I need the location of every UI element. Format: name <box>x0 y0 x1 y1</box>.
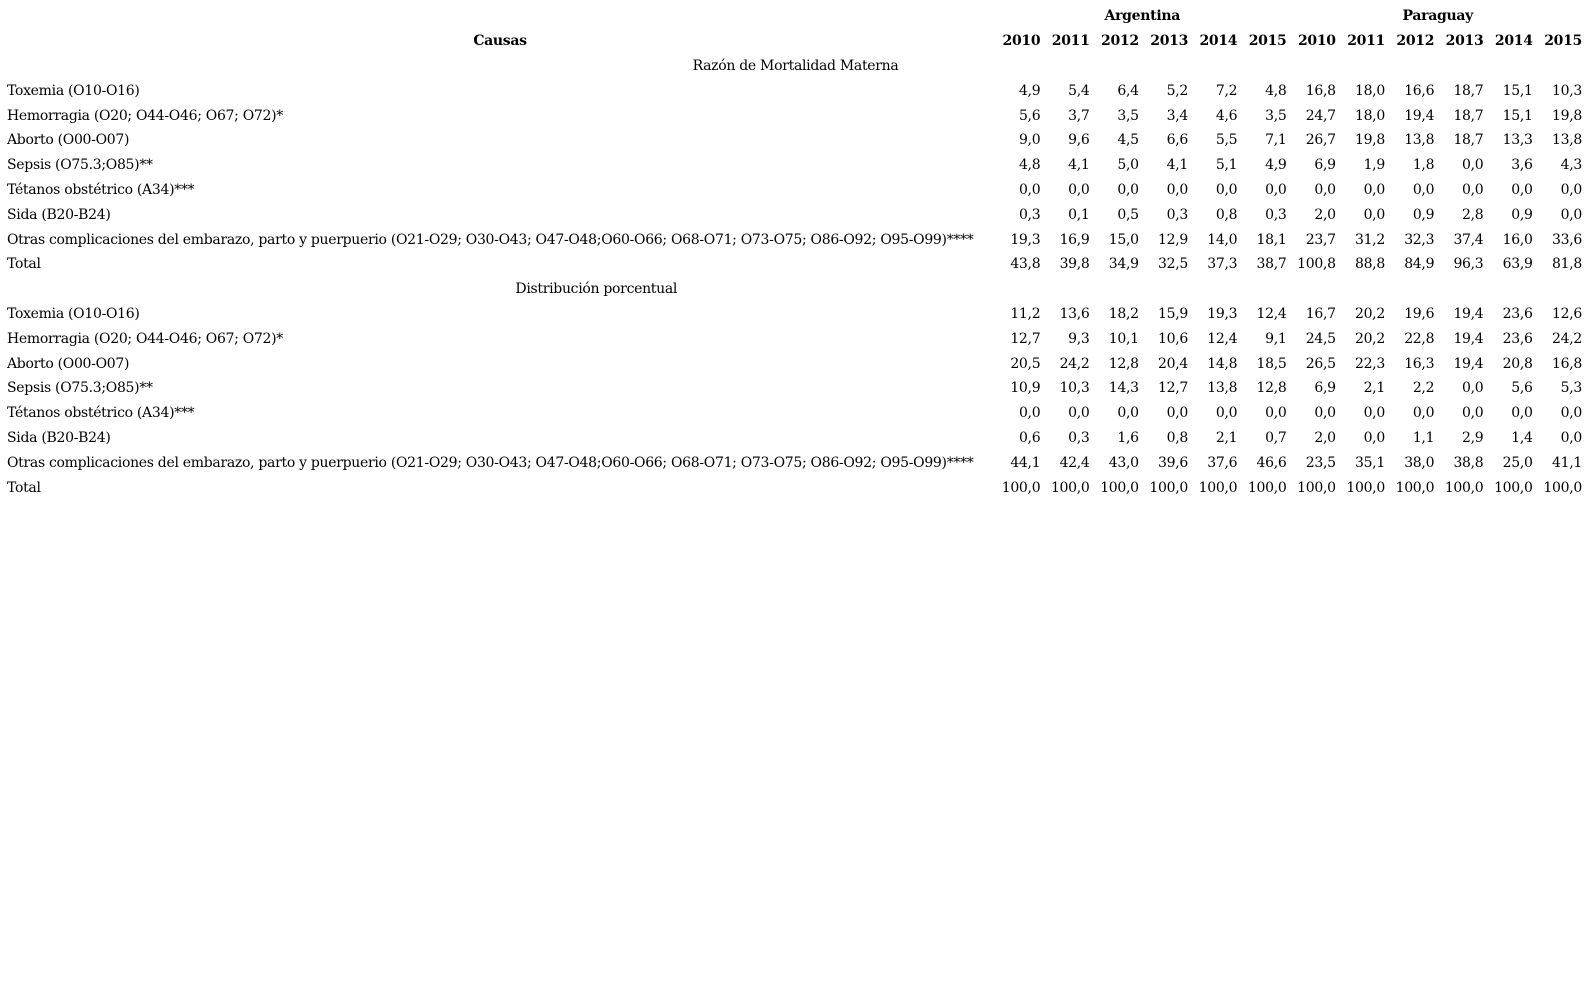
cause-label: Sepsis (O75.3;O85)** <box>7 157 153 174</box>
value-cell: 18,7 <box>1453 132 1484 149</box>
table-row <box>4 475 1584 500</box>
value-cell: 31,2 <box>1354 231 1385 248</box>
year-header: 2013 <box>1150 33 1189 50</box>
value-cell: 96,3 <box>1453 256 1484 273</box>
value-cell: 100,0 <box>1395 479 1435 496</box>
value-cell: 5,6 <box>1511 380 1533 397</box>
value-cell: 3,5 <box>1265 107 1287 124</box>
value-cell: 43,8 <box>1010 256 1041 273</box>
value-cell: 16,8 <box>1305 82 1336 99</box>
value-cell: 22,3 <box>1354 355 1385 372</box>
value-cell: 0,0 <box>1363 206 1385 223</box>
value-cell: 1,9 <box>1363 157 1385 174</box>
value-cell: 0,0 <box>1117 181 1139 198</box>
value-cell: 16,0 <box>1502 231 1533 248</box>
value-cell: 2,2 <box>1412 380 1435 397</box>
value-cell: 12,4 <box>1207 330 1238 347</box>
value-cell: 19,4 <box>1453 305 1484 322</box>
value-cell: 1,1 <box>1412 429 1435 446</box>
value-cell: 32,3 <box>1404 231 1435 248</box>
year-header: 2015 <box>1544 33 1582 50</box>
value-cell: 100,0 <box>1346 479 1385 496</box>
value-cell: 16,9 <box>1059 231 1090 248</box>
value-cell: 0,0 <box>1363 405 1385 422</box>
value-cell: 7,2 <box>1215 82 1238 99</box>
value-cell: 10,1 <box>1108 330 1139 347</box>
value-cell: 18,2 <box>1108 305 1139 322</box>
year-header: 2013 <box>1445 33 1484 50</box>
mortality-table-container <box>4 4 1584 500</box>
value-cell: 32,5 <box>1158 256 1189 273</box>
value-cell: 46,6 <box>1256 454 1287 471</box>
value-cell: 0,1 <box>1068 206 1090 223</box>
value-cell: 0,8 <box>1166 429 1189 446</box>
value-cell: 14,0 <box>1207 231 1238 248</box>
value-cell: 11,2 <box>1010 305 1041 322</box>
year-header: 2014 <box>1494 33 1533 50</box>
value-cell: 2,0 <box>1314 429 1336 446</box>
cause-label: Toxemia (O10-O16) <box>7 305 140 322</box>
value-cell: 4,8 <box>1018 157 1041 174</box>
value-cell: 3,5 <box>1117 107 1139 124</box>
table-body <box>4 54 1584 500</box>
table-header <box>4 4 1584 54</box>
value-cell: 0,0 <box>1560 206 1582 223</box>
value-cell: 5,5 <box>1215 132 1238 149</box>
cause-label: Sida (B20-B24) <box>7 206 111 223</box>
value-cell: 100,0 <box>1247 479 1287 496</box>
value-cell: 0,0 <box>1462 405 1484 422</box>
value-cell: 39,8 <box>1059 256 1090 273</box>
value-cell: 14,3 <box>1108 380 1139 397</box>
value-cell: 38,8 <box>1453 454 1484 471</box>
value-cell: 23,7 <box>1305 231 1336 248</box>
value-cell: 12,8 <box>1108 355 1139 372</box>
value-cell: 4,9 <box>1265 157 1287 174</box>
year-header: 2010 <box>1002 33 1041 50</box>
value-cell: 0,3 <box>1265 206 1287 223</box>
value-cell: 6,9 <box>1314 380 1336 397</box>
table-row <box>4 178 1584 203</box>
section-title: Distribución porcentual <box>515 281 678 298</box>
value-cell: 4,6 <box>1215 107 1238 124</box>
value-cell: 5,3 <box>1560 380 1582 397</box>
value-cell: 26,5 <box>1305 355 1336 372</box>
value-cell: 18,0 <box>1354 82 1385 99</box>
value-cell: 18,1 <box>1256 231 1287 248</box>
country-header-row <box>4 4 1584 29</box>
value-cell: 38,7 <box>1256 256 1287 273</box>
cause-label: Aborto (O00-O07) <box>7 132 130 149</box>
value-cell: 4,1 <box>1068 157 1090 174</box>
value-cell: 19,4 <box>1404 107 1435 124</box>
value-cell: 2,0 <box>1314 206 1336 223</box>
value-cell: 33,6 <box>1552 231 1582 248</box>
value-cell: 12,6 <box>1552 305 1582 322</box>
section-title-filler <box>993 277 1584 302</box>
value-cell: 10,9 <box>1010 380 1041 397</box>
value-cell: 100,0 <box>1100 479 1139 496</box>
value-cell: 6,9 <box>1314 157 1336 174</box>
value-cell: 34,9 <box>1108 256 1139 273</box>
value-cell: 100,0 <box>1494 479 1533 496</box>
value-cell: 0,7 <box>1265 429 1287 446</box>
value-cell: 13,8 <box>1404 132 1435 149</box>
value-cell: 6,4 <box>1117 82 1139 99</box>
table-row <box>4 302 1584 327</box>
section-title-row <box>4 277 1584 302</box>
year-header: 2010 <box>1297 33 1336 50</box>
value-cell: 24,7 <box>1305 107 1336 124</box>
value-cell: 0,0 <box>1215 181 1238 198</box>
table-row <box>4 128 1584 153</box>
value-cell: 5,4 <box>1068 82 1090 99</box>
value-cell: 81,8 <box>1552 256 1582 273</box>
value-cell: 35,1 <box>1354 454 1385 471</box>
value-cell: 0,0 <box>1314 405 1336 422</box>
year-header-row <box>4 29 1584 54</box>
value-cell: 5,0 <box>1117 157 1139 174</box>
value-cell: 4,9 <box>1018 82 1041 99</box>
table-row <box>4 351 1584 376</box>
value-cell: 18,0 <box>1354 107 1385 124</box>
table-row <box>4 326 1584 351</box>
value-cell: 4,8 <box>1265 82 1287 99</box>
value-cell: 0,0 <box>1363 181 1385 198</box>
value-cell: 100,0 <box>1149 479 1189 496</box>
value-cell: 41,1 <box>1552 454 1582 471</box>
cause-label: Aborto (O00-O07) <box>7 355 130 372</box>
year-header: 2012 <box>1101 33 1139 50</box>
value-cell: 0,3 <box>1166 206 1189 223</box>
value-cell: 0,0 <box>1462 380 1484 397</box>
value-cell: 3,4 <box>1166 107 1189 124</box>
value-cell: 16,7 <box>1305 305 1336 322</box>
value-cell: 0,3 <box>1068 429 1090 446</box>
value-cell: 10,3 <box>1552 82 1582 99</box>
value-cell: 2,1 <box>1363 380 1385 397</box>
value-cell: 0,0 <box>1560 405 1582 422</box>
value-cell: 0,0 <box>1560 181 1582 198</box>
value-cell: 0,3 <box>1018 206 1041 223</box>
cause-label: Total <box>7 256 41 273</box>
value-cell: 0,0 <box>1462 181 1484 198</box>
value-cell: 22,8 <box>1404 330 1435 347</box>
value-cell: 0,0 <box>1511 405 1533 422</box>
value-cell: 12,4 <box>1256 305 1287 322</box>
value-cell: 44,1 <box>1010 454 1041 471</box>
value-cell: 0,0 <box>1018 181 1041 198</box>
cause-label: Tétanos obstétrico (A34)*** <box>7 405 195 422</box>
table-row <box>4 78 1584 103</box>
value-cell: 15,1 <box>1502 82 1533 99</box>
value-cell: 19,8 <box>1354 132 1385 149</box>
value-cell: 24,2 <box>1059 355 1090 372</box>
value-cell: 100,0 <box>1050 479 1090 496</box>
country-header-argentina: Argentina <box>1104 8 1180 25</box>
value-cell: 20,2 <box>1354 305 1385 322</box>
value-cell: 1,6 <box>1117 429 1139 446</box>
cause-label: Sida (B20-B24) <box>7 429 111 446</box>
section-title-row <box>4 54 1584 79</box>
year-header: 2015 <box>1248 33 1287 50</box>
value-cell: 16,8 <box>1552 355 1582 372</box>
value-cell: 5,6 <box>1018 107 1041 124</box>
table-row <box>4 153 1584 178</box>
year-header: 2011 <box>1051 33 1090 50</box>
value-cell: 19,3 <box>1010 231 1041 248</box>
value-cell: 100,0 <box>1543 479 1582 496</box>
value-cell: 43,0 <box>1108 454 1139 471</box>
cause-label: Otras complicaciones del embarazo, parto y puerpuerio (O21-O29; O30-O43; O47-O48;O60-O66; O68-O71; O73-O75; O86-O92; O95-O99)**** <box>7 454 974 471</box>
cause-label: Toxemia (O10-O16) <box>7 82 140 99</box>
value-cell: 19,6 <box>1404 305 1435 322</box>
cause-label: Hemorragia (O20; O44-O46; O67; O72)* <box>7 107 283 124</box>
value-cell: 1,4 <box>1511 429 1533 446</box>
value-cell: 13,3 <box>1502 132 1533 149</box>
value-cell: 20,4 <box>1158 355 1189 372</box>
value-cell: 0,0 <box>1462 157 1484 174</box>
empty-header-cell <box>4 4 993 29</box>
table-row <box>4 227 1584 252</box>
value-cell: 5,1 <box>1215 157 1238 174</box>
value-cell: 0,0 <box>1166 405 1189 422</box>
value-cell: 0,0 <box>1412 181 1435 198</box>
value-cell: 6,6 <box>1166 132 1189 149</box>
value-cell: 13,8 <box>1207 380 1238 397</box>
cause-label: Otras complicaciones del embarazo, parto y puerpuerio (O21-O29; O30-O43; O47-O48;O60-O66; O68-O71; O73-O75; O86-O92; O95-O99)**** <box>7 231 974 248</box>
value-cell: 88,8 <box>1354 256 1385 273</box>
value-cell: 23,6 <box>1502 330 1533 347</box>
value-cell: 39,6 <box>1158 454 1189 471</box>
value-cell: 37,4 <box>1453 231 1484 248</box>
value-cell: 24,5 <box>1305 330 1336 347</box>
value-cell: 12,7 <box>1010 330 1041 347</box>
value-cell: 0,0 <box>1363 429 1385 446</box>
value-cell: 20,8 <box>1502 355 1533 372</box>
value-cell: 12,9 <box>1158 231 1189 248</box>
value-cell: 2,1 <box>1215 429 1238 446</box>
value-cell: 0,0 <box>1265 405 1287 422</box>
table-row <box>4 401 1584 426</box>
value-cell: 0,0 <box>1166 181 1189 198</box>
value-cell: 100,0 <box>1001 479 1041 496</box>
value-cell: 25,0 <box>1502 454 1533 471</box>
value-cell: 5,2 <box>1166 82 1189 99</box>
value-cell: 0,0 <box>1560 429 1582 446</box>
table-row <box>4 450 1584 475</box>
value-cell: 2,8 <box>1462 206 1484 223</box>
value-cell: 84,9 <box>1404 256 1435 273</box>
table-row <box>4 426 1584 451</box>
value-cell: 0,0 <box>1511 181 1533 198</box>
value-cell: 100,8 <box>1297 256 1336 273</box>
value-cell: 23,6 <box>1502 305 1533 322</box>
value-cell: 15,0 <box>1108 231 1139 248</box>
year-header: 2012 <box>1396 33 1435 50</box>
value-cell: 3,6 <box>1511 157 1533 174</box>
value-cell: 26,7 <box>1305 132 1336 149</box>
value-cell: 0,6 <box>1018 429 1041 446</box>
value-cell: 20,2 <box>1354 330 1385 347</box>
value-cell: 15,9 <box>1158 305 1189 322</box>
value-cell: 1,8 <box>1412 157 1435 174</box>
value-cell: 0,0 <box>1412 405 1435 422</box>
value-cell: 16,3 <box>1404 355 1435 372</box>
value-cell: 9,6 <box>1068 132 1090 149</box>
year-header: 2011 <box>1347 33 1385 50</box>
value-cell: 4,1 <box>1166 157 1189 174</box>
value-cell: 16,6 <box>1404 82 1435 99</box>
table-row <box>4 376 1584 401</box>
value-cell: 24,2 <box>1552 330 1582 347</box>
value-cell: 10,3 <box>1059 380 1090 397</box>
maternal-mortality-table <box>4 4 1584 500</box>
value-cell: 42,4 <box>1059 454 1090 471</box>
table-row <box>4 103 1584 128</box>
value-cell: 12,8 <box>1256 380 1287 397</box>
cause-label: Hemorragia (O20; O44-O46; O67; O72)* <box>7 330 283 347</box>
value-cell: 9,1 <box>1265 330 1287 347</box>
value-cell: 19,4 <box>1453 330 1484 347</box>
value-cell: 0,0 <box>1215 405 1238 422</box>
value-cell: 13,8 <box>1552 132 1582 149</box>
value-cell: 19,3 <box>1207 305 1238 322</box>
table-row <box>4 252 1584 277</box>
value-cell: 15,1 <box>1502 107 1533 124</box>
value-cell: 0,0 <box>1018 405 1041 422</box>
value-cell: 9,0 <box>1018 132 1041 149</box>
value-cell: 3,7 <box>1068 107 1090 124</box>
value-cell: 18,5 <box>1256 355 1287 372</box>
value-cell: 20,5 <box>1010 355 1041 372</box>
value-cell: 37,6 <box>1207 454 1238 471</box>
value-cell: 9,3 <box>1068 330 1090 347</box>
value-cell: 19,8 <box>1552 107 1582 124</box>
value-cell: 100,0 <box>1297 479 1336 496</box>
value-cell: 0,8 <box>1215 206 1238 223</box>
section-title: Razón de Mortalidad Materna <box>692 57 899 74</box>
cause-label: Total <box>7 479 41 496</box>
value-cell: 100,0 <box>1198 479 1238 496</box>
value-cell: 18,7 <box>1453 107 1484 124</box>
value-cell: 19,4 <box>1453 355 1484 372</box>
value-cell: 13,6 <box>1059 305 1090 322</box>
value-cell: 0,5 <box>1117 206 1139 223</box>
country-header-paraguay: Paraguay <box>1402 8 1473 25</box>
value-cell: 4,5 <box>1117 132 1139 149</box>
value-cell: 23,5 <box>1305 454 1336 471</box>
cause-label: Tétanos obstétrico (A34)*** <box>7 181 195 198</box>
value-cell: 0,0 <box>1314 181 1336 198</box>
value-cell: 4,3 <box>1560 157 1582 174</box>
value-cell: 0,0 <box>1068 405 1090 422</box>
value-cell: 100,0 <box>1444 479 1484 496</box>
value-cell: 10,6 <box>1158 330 1189 347</box>
value-cell: 7,1 <box>1265 132 1287 149</box>
cause-label: Sepsis (O75.3;O85)** <box>7 380 153 397</box>
value-cell: 18,7 <box>1453 82 1484 99</box>
value-cell: 2,9 <box>1462 429 1484 446</box>
value-cell: 63,9 <box>1502 256 1533 273</box>
table-row <box>4 202 1584 227</box>
value-cell: 12,7 <box>1158 380 1189 397</box>
value-cell: 38,0 <box>1404 454 1435 471</box>
value-cell: 14,8 <box>1207 355 1238 372</box>
value-cell: 0,0 <box>1068 181 1090 198</box>
value-cell: 0,9 <box>1412 206 1435 223</box>
value-cell: 37,3 <box>1207 256 1238 273</box>
value-cell: 0,0 <box>1265 181 1287 198</box>
causes-header: Causas <box>473 33 527 50</box>
value-cell: 0,0 <box>1117 405 1139 422</box>
value-cell: 0,9 <box>1511 206 1533 223</box>
year-header: 2014 <box>1199 33 1238 50</box>
